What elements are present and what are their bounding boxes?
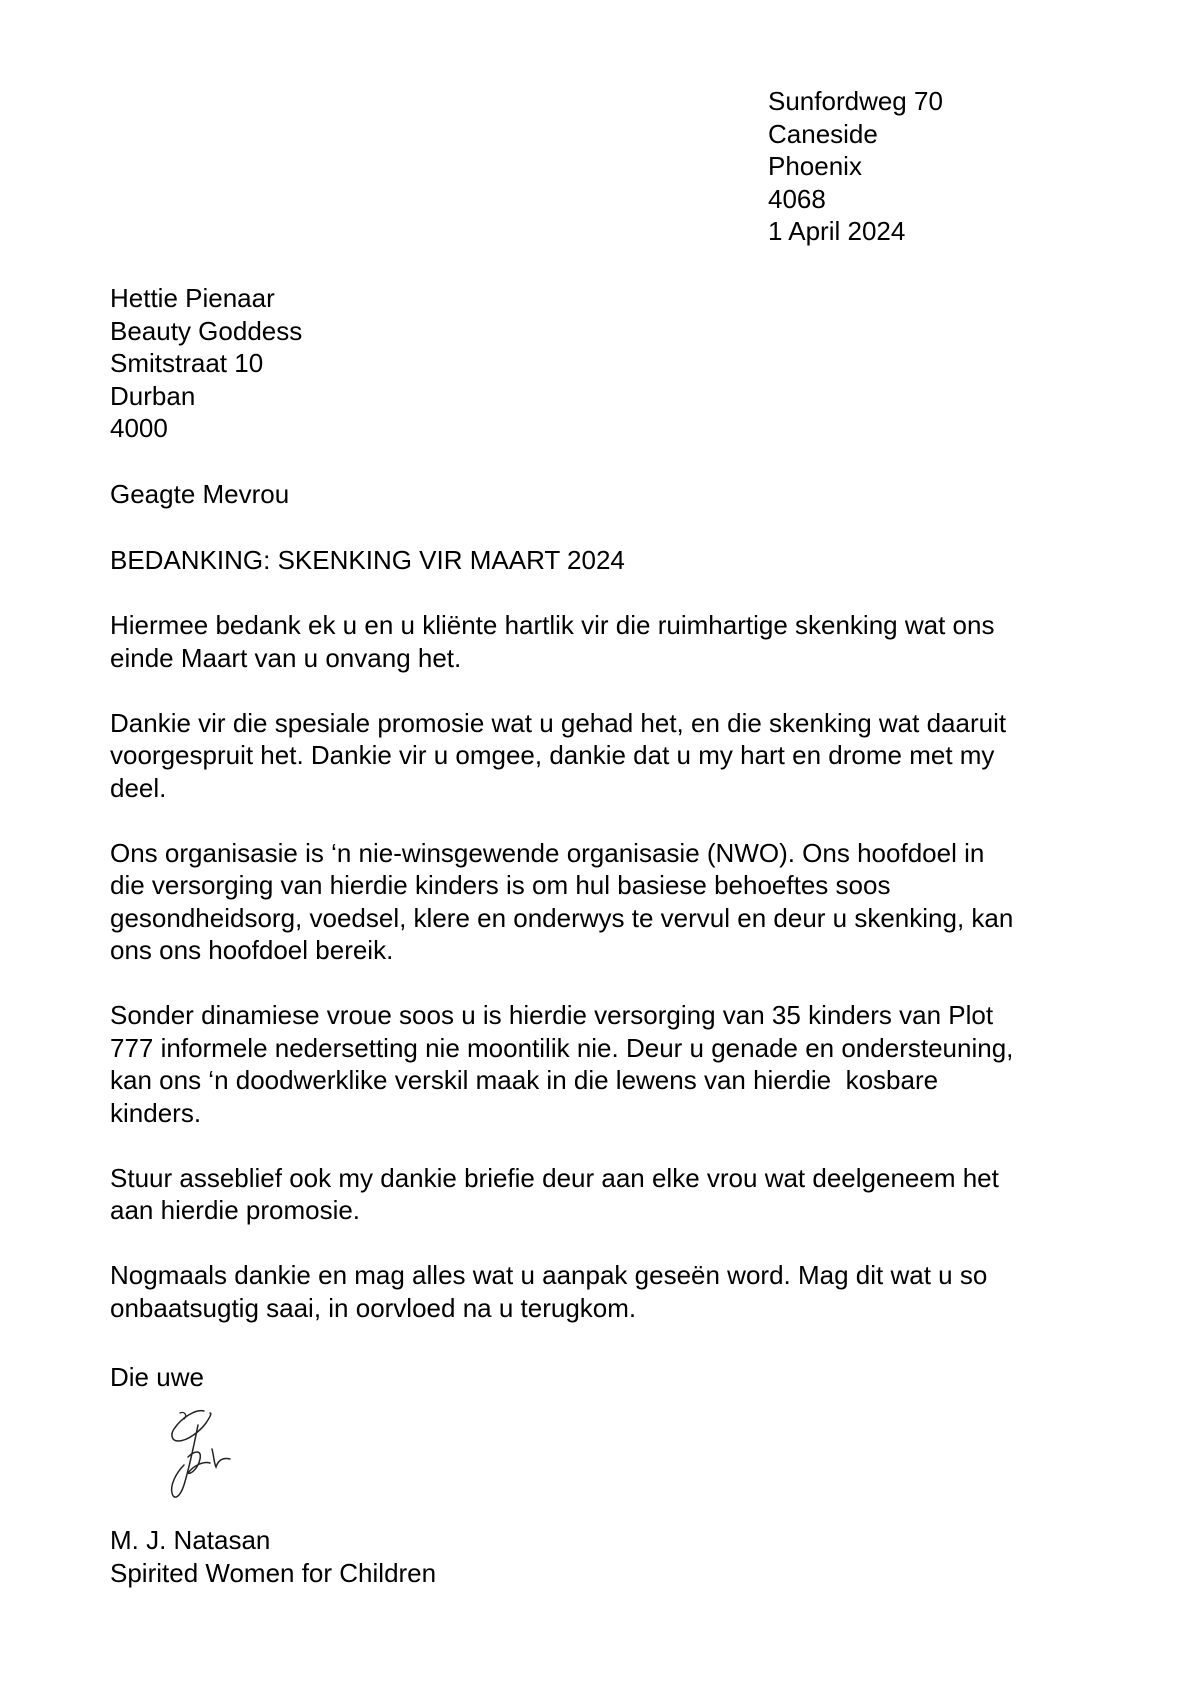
subject-line: BEDANKING: SKENKING VIR MAART 2024: [110, 545, 625, 575]
sender-suburb: Caneside: [768, 118, 878, 149]
recipient-postal-code: 4000: [110, 413, 168, 443]
body-line: Hiermee bedank ek u en u kliënte hartlik vir die ruimhartige skenking wat ons: [110, 610, 995, 640]
body-line: kan ons ‘n doodwerklike verskil maak in die lewens van hierdie kosbare: [110, 1065, 939, 1095]
recipient-name: Hettie Pienaar: [110, 283, 275, 313]
paragraph: [110, 1162, 1110, 1227]
body-line: Nogmaals dankie en mag alles wat u aanpak geseën word. Mag dit wat u so: [110, 1260, 988, 1290]
paragraph: [110, 707, 1110, 805]
body-line: einde Maart van u onvang het.: [110, 642, 462, 673]
paragraph: [110, 1259, 1110, 1324]
body-line: gesondheidsorg, voedsel, klere en onderwys te vervul en deur u skenking, kan: [110, 902, 1014, 933]
signature-icon: [160, 1405, 250, 1505]
closing: Die uwe: [110, 1362, 204, 1392]
paragraph: [110, 609, 1110, 674]
body-line: onbaatsugtig saai, in oorvloed na u terugkom.: [110, 1292, 637, 1323]
letter-body: [110, 609, 1110, 1357]
recipient-address: [110, 282, 302, 445]
recipient-street: Smitstraat 10: [110, 348, 264, 378]
paragraph: [110, 837, 1110, 967]
signatory-name: M. J. Natasan: [110, 1525, 271, 1555]
body-line: Dankie vir die spesiale promosie wat u gehad het, en die skenking wat daaruit: [110, 707, 1007, 738]
body-line: 777 informele nedersetting nie moontilik nie. Deur u genade en ondersteuning,: [110, 1032, 1014, 1063]
recipient-city: Durban: [110, 380, 196, 411]
sender-address: [768, 85, 943, 248]
paragraph: [110, 999, 1110, 1129]
salutation: Geagte Mevrou: [110, 479, 290, 509]
sender-postal-code: 4068: [768, 183, 826, 214]
body-line: aan hierdie promosie.: [110, 1195, 361, 1225]
body-line: Stuur asseblief ook my dankie briefie deur aan elke vrou wat deelgeneem het: [110, 1162, 999, 1193]
body-line: voorgespruit het. Dankie vir u omgee, dankie dat u my hart en drome met my: [110, 740, 995, 770]
letter-date: 1 April 2024: [768, 216, 906, 246]
sender-city: Phoenix: [768, 151, 862, 181]
body-line: Ons organisasie is ‘n nie-winsgewende organisasie (NWO). Ons hoofdoel in: [110, 837, 985, 868]
signoff: [110, 1524, 436, 1589]
body-line: kinders.: [110, 1097, 202, 1128]
recipient-company: Beauty Goddess: [110, 315, 303, 346]
body-line: deel.: [110, 772, 167, 803]
sender-street: Sunfordweg 70: [768, 86, 943, 116]
signatory-organization: Spirited Women for Children: [110, 1557, 437, 1588]
body-line: die versorging van hierdie kinders is om hul basiese behoeftes soos: [110, 870, 891, 900]
body-line: ons ons hoofdoel bereik.: [110, 935, 394, 965]
body-line: Sonder dinamiese vroue soos u is hierdie versorging van 35 kinders van Plot: [110, 1000, 994, 1030]
